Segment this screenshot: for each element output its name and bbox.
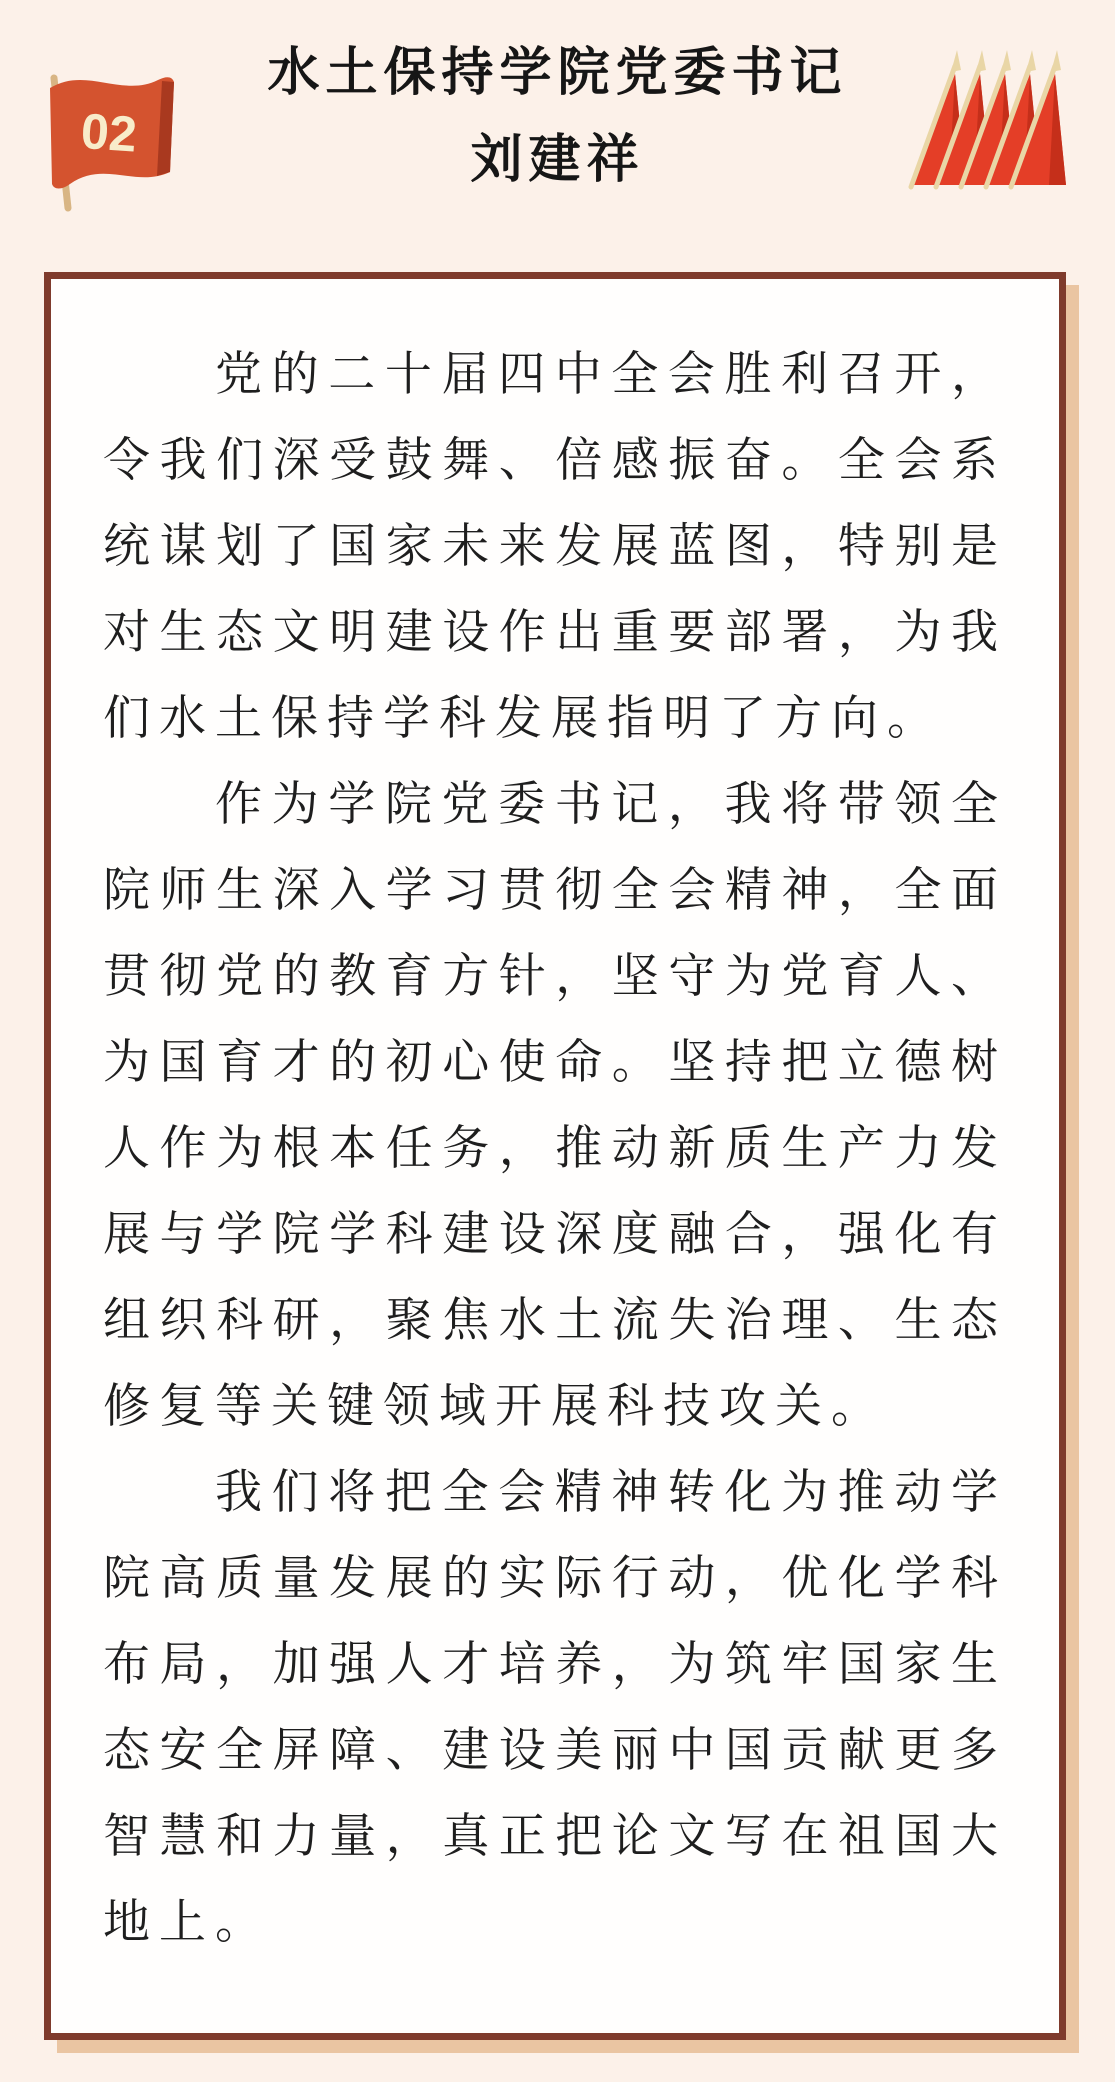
header — [0, 0, 1115, 272]
content-box — [44, 272, 1066, 2040]
title-line-2: 刘建祥 — [470, 131, 645, 189]
badge-number: 02 — [79, 102, 139, 163]
title-line-1: 水土保持学院党委书记 — [267, 44, 848, 102]
paragraph-3: 我们将把全会精神转化为推动学院高质量发展的实际行动，优化学科布局，加强人才培养，为筑牢国家生态安全屏障、建设美丽中国贡献更多智慧和力量，真正把论文写在祖国大地上。 — [103, 1465, 1007, 1948]
pennant-flags-icon — [903, 48, 1085, 198]
paragraph-2: 作为学院党委书记，我将带领全院师生深入学习贯彻全会精神，全面贯彻党的教育方针，坚守为党育人、为国育才的初心使命。坚持把立德树人作为根本任务，推动新质生产力发展与学院学科建设深度融合，强化有组织科研，聚焦水土流失治理、生态修复等关键领域开展科技攻关。 — [103, 777, 1007, 1432]
paragraph-1: 党的二十届四中全会胜利召开，令我们深受鼓舞、倍感振奋。全会系统谋划了国家未来发展蓝图，特别是对生态文明建设作出重要部署，为我们水土保持学科发展指明了方向。 — [103, 347, 1007, 744]
